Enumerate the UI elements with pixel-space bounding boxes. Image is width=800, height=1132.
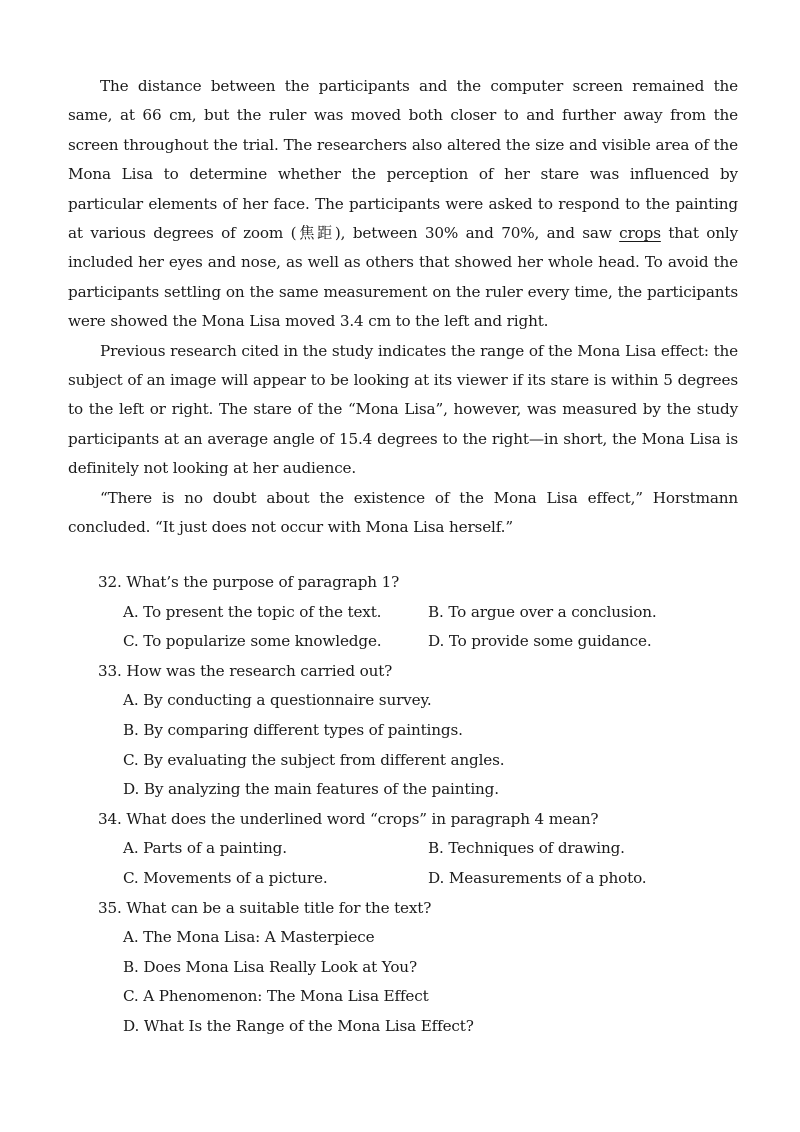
option-c: C. Movements of a picture.: [123, 868, 328, 887]
passage-paragraph-1: The distance between the participants and the computer screen remained the same, at 66 cm, but the ruler was moved both closer to and further away from the screen throughout the trial. The researchers also altered the size and visible area of the Mona Lisa to determine whether the perception of her stare was influenced by particular elements of her face. The participants were asked to respond to the painting at various degrees of zoom (焦距), between 30% and 70%, and saw crops that only included her eyes and nose, as well as others that showed her whole head. To avoid the participants settling on the same measurement on the ruler every time, the participants were showed the Mona Lisa moved 3.4 cm to the left and right.: [68, 77, 739, 331]
option-c: C. A Phenomenon: The Mona Lisa Effect: [123, 987, 429, 1006]
answer-options: [98, 598, 738, 657]
question-34: [98, 805, 738, 894]
option-a: A. To present the topic of the text.: [123, 602, 382, 621]
underlined-word-crops: crops: [619, 224, 661, 243]
option-c: C. To popularize some knowledge.: [123, 632, 382, 651]
option-b: B. To argue over a conclusion.: [428, 602, 657, 621]
option-c: C. By evaluating the subject from different angles.: [123, 750, 505, 769]
answer-options: [98, 834, 738, 893]
option-a: A. The Mona Lisa: A Masterpiece: [123, 928, 375, 947]
option-b: B. By comparing different types of paintings.: [123, 720, 463, 739]
question-stem: 33. How was the research carried out?: [98, 661, 393, 680]
question-stem: 35. What can be a suitable title for the text?: [98, 898, 432, 917]
option-a: A. Parts of a painting.: [123, 839, 287, 858]
reading-passage: [68, 72, 738, 543]
question-list: [98, 568, 738, 1042]
passage-paragraph-2: Previous research cited in the study indicates the range of the Mona Lisa effect: the subject of an image will appear to be looking at its viewer if its stare is within 5 degrees to the left or right. The stare of the “Mona Lisa”, however, was measured by the study participants at an average angle of 15.4 degrees to the right—in short, the Mona Lisa is definitely not looking at her audience.: [68, 341, 738, 478]
option-d: D. To provide some guidance.: [428, 632, 652, 651]
question-32: [98, 568, 738, 657]
passage-paragraph-3: “There is no doubt about the existence of the Mona Lisa effect,” Horstmann concluded. “It just does not occur with Mona Lisa herself.”: [68, 488, 738, 537]
option-d: D. Measurements of a photo.: [428, 868, 647, 887]
question-stem: 34. What does the underlined word “crops” in paragraph 4 mean?: [98, 809, 599, 828]
question-35: [98, 894, 738, 1042]
option-d: D. What Is the Range of the Mona Lisa Effect?: [123, 1016, 474, 1035]
option-b: B. Techniques of drawing.: [428, 839, 625, 858]
option-b: B. Does Mona Lisa Really Look at You?: [123, 957, 417, 976]
option-d: D. By analyzing the main features of the painting.: [123, 780, 499, 799]
answer-options: [98, 923, 738, 1041]
answer-options: [98, 686, 738, 804]
question-stem: 32. What’s the purpose of paragraph 1?: [98, 573, 400, 591]
question-33: [98, 657, 738, 805]
option-a: A. By conducting a questionnaire survey.: [123, 691, 432, 710]
